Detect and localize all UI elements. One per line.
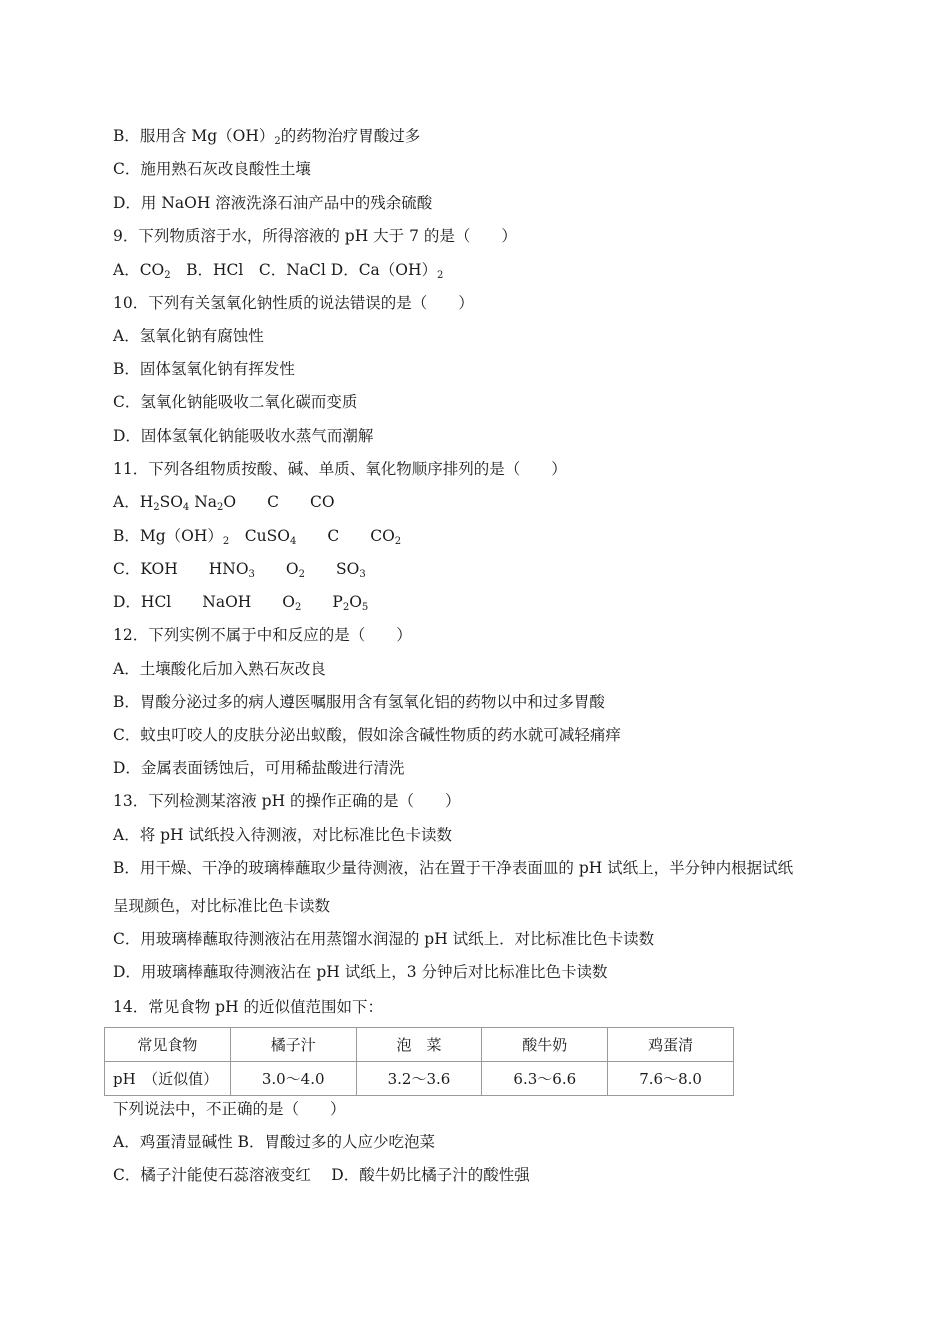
subscript: 4: [289, 536, 297, 547]
q12-option-c: C．蚊虫叮咬人的皮肤分泌出蚁酸，假如涂含碱性物质的药水就可减轻痛痒: [113, 726, 621, 744]
subscript: 5: [361, 602, 369, 613]
q10-option-a: A．氢氧化钠有腐蚀性: [113, 327, 264, 345]
q11-option-c: [113, 559, 366, 585]
option-text: Na: [189, 493, 218, 511]
table-header-cell: 鸡蛋清: [608, 1028, 734, 1062]
q14-stem: 14．常见食物 pH 的近似值范围如下：: [113, 998, 384, 1016]
q14-options-ab: A．鸡蛋清显碱性 B．胃酸过多的人应少吃泡菜: [113, 1133, 436, 1151]
q11-option-a: [113, 492, 335, 518]
option-text: A．H: [113, 493, 154, 511]
q12-option-d: D．金属表面锈蚀后，可用稀盐酸进行清洗: [113, 759, 405, 777]
table-cell: 3.0～4.0: [230, 1062, 356, 1096]
subscript: 2: [217, 502, 224, 513]
option-text: B．HCl C．NaCl D．Ca（OH）: [170, 261, 438, 279]
subscript: 2: [437, 270, 444, 281]
q12-option-a: A．土壤酸化后加入熟石灰改良: [113, 660, 326, 678]
subscript: 2: [298, 569, 306, 580]
q13-option-b-line2: 呈现颜色，对比标准比色卡读数: [113, 897, 331, 915]
subscript: 2: [295, 602, 302, 613]
table-cell: pH （近似值）: [105, 1062, 231, 1096]
option-text: B．Mg（OH）: [113, 527, 223, 545]
subscript: 3: [359, 569, 366, 580]
subscript: 2: [153, 502, 160, 513]
q13-option-d: D．用玻璃棒蘸取待测液沾在 pH 试纸上，3 分钟后对比标准比色卡读数: [113, 963, 608, 981]
option-text: B．服用含 Mg（OH）: [113, 127, 275, 145]
q12-stem: 12．下列实例不属于中和反应的是（ ）: [113, 626, 412, 644]
table-header-cell: 酸牛奶: [482, 1028, 608, 1062]
q14-options-cd: C．橘子汁能使石蕊溶液变红 D．酸牛奶比橘子汁的酸性强: [113, 1166, 530, 1184]
option-text: C．KOH HNO: [113, 560, 249, 578]
table-header-cell: 常见食物: [105, 1028, 231, 1062]
q10-stem: 10．下列有关氢氧化钠性质的说法错误的是（ ）: [113, 294, 474, 312]
table-header-cell: 泡 菜: [356, 1028, 482, 1062]
q8-option-c: C．施用熟石灰改良酸性土壤: [113, 160, 311, 178]
q10-option-c: C．氢氧化钠能吸收二氧化碳而变质: [113, 393, 358, 411]
subscript: 2: [394, 536, 402, 547]
subscript: 4: [182, 502, 190, 513]
q8-option-d: D．用 NaOH 溶液洗涤石油产品中的残余硫酸: [113, 194, 433, 212]
q9-options: [113, 260, 443, 286]
option-text: SO: [159, 493, 183, 511]
q10-option-d: D．固体氢氧化钠能吸收水蒸气而潮解: [113, 427, 374, 445]
table-cell: 7.6～8.0: [608, 1062, 734, 1096]
q14-question: 下列说法中，不正确的是（ ）: [113, 1100, 346, 1118]
option-text: C CO: [296, 527, 395, 545]
option-text: CuSO: [229, 527, 290, 545]
table-cell: 3.2～3.6: [356, 1062, 482, 1096]
q9-stem: 9．下列物质溶于水，所得溶液的 pH 大于 7 的是（ ）: [113, 227, 517, 245]
table-header-row: [105, 1028, 734, 1062]
q12-option-b: B．胃酸分泌过多的病人遵医嘱服用含有氢氧化铝的药物以中和过多胃酸: [113, 693, 605, 711]
q11-stem: 11．下列各组物质按酸、碱、单质、氧化物顺序排列的是（ ）: [113, 460, 567, 478]
q13-option-b-line1: B．用干燥、干净的玻璃棒蘸取少量待测液，沾在置于干净表面皿的 pH 试纸上，半分钟内根据试纸: [113, 859, 794, 877]
subscript: 2: [274, 136, 281, 147]
subscript: 3: [248, 569, 255, 580]
q13-option-c: C．用玻璃棒蘸取待测液沾在用蒸馏水润湿的 pH 试纸上．对比标准比色卡读数: [113, 930, 655, 948]
option-text: SO: [305, 560, 360, 578]
table-row: [105, 1062, 734, 1096]
option-text: 的药物治疗胃酸过多: [280, 127, 421, 145]
subscript: 2: [164, 270, 171, 281]
q11-option-d: [113, 592, 368, 618]
q10-option-b: B．固体氢氧化钠有挥发性: [113, 360, 295, 378]
option-text: A．CO: [113, 261, 165, 279]
q13-stem: 13．下列检测某溶液 pH 的操作正确的是（ ）: [113, 792, 461, 810]
option-text: O C CO: [223, 493, 335, 511]
q11-option-b: [113, 526, 401, 552]
subscript: 2: [342, 602, 350, 613]
table-header-cell: 橘子汁: [230, 1028, 356, 1062]
q13-option-a: A．将 pH 试纸投入待测液，对比标准比色卡读数: [113, 826, 452, 844]
q8-option-b: [113, 126, 420, 152]
option-text: O: [349, 593, 362, 611]
option-text: P: [301, 593, 343, 611]
option-text: D．HCl NaOH O: [113, 593, 295, 611]
table-cell: 6.3～6.6: [482, 1062, 608, 1096]
ph-table: [104, 1027, 734, 1096]
subscript: 2: [222, 536, 230, 547]
option-text: O: [254, 560, 299, 578]
